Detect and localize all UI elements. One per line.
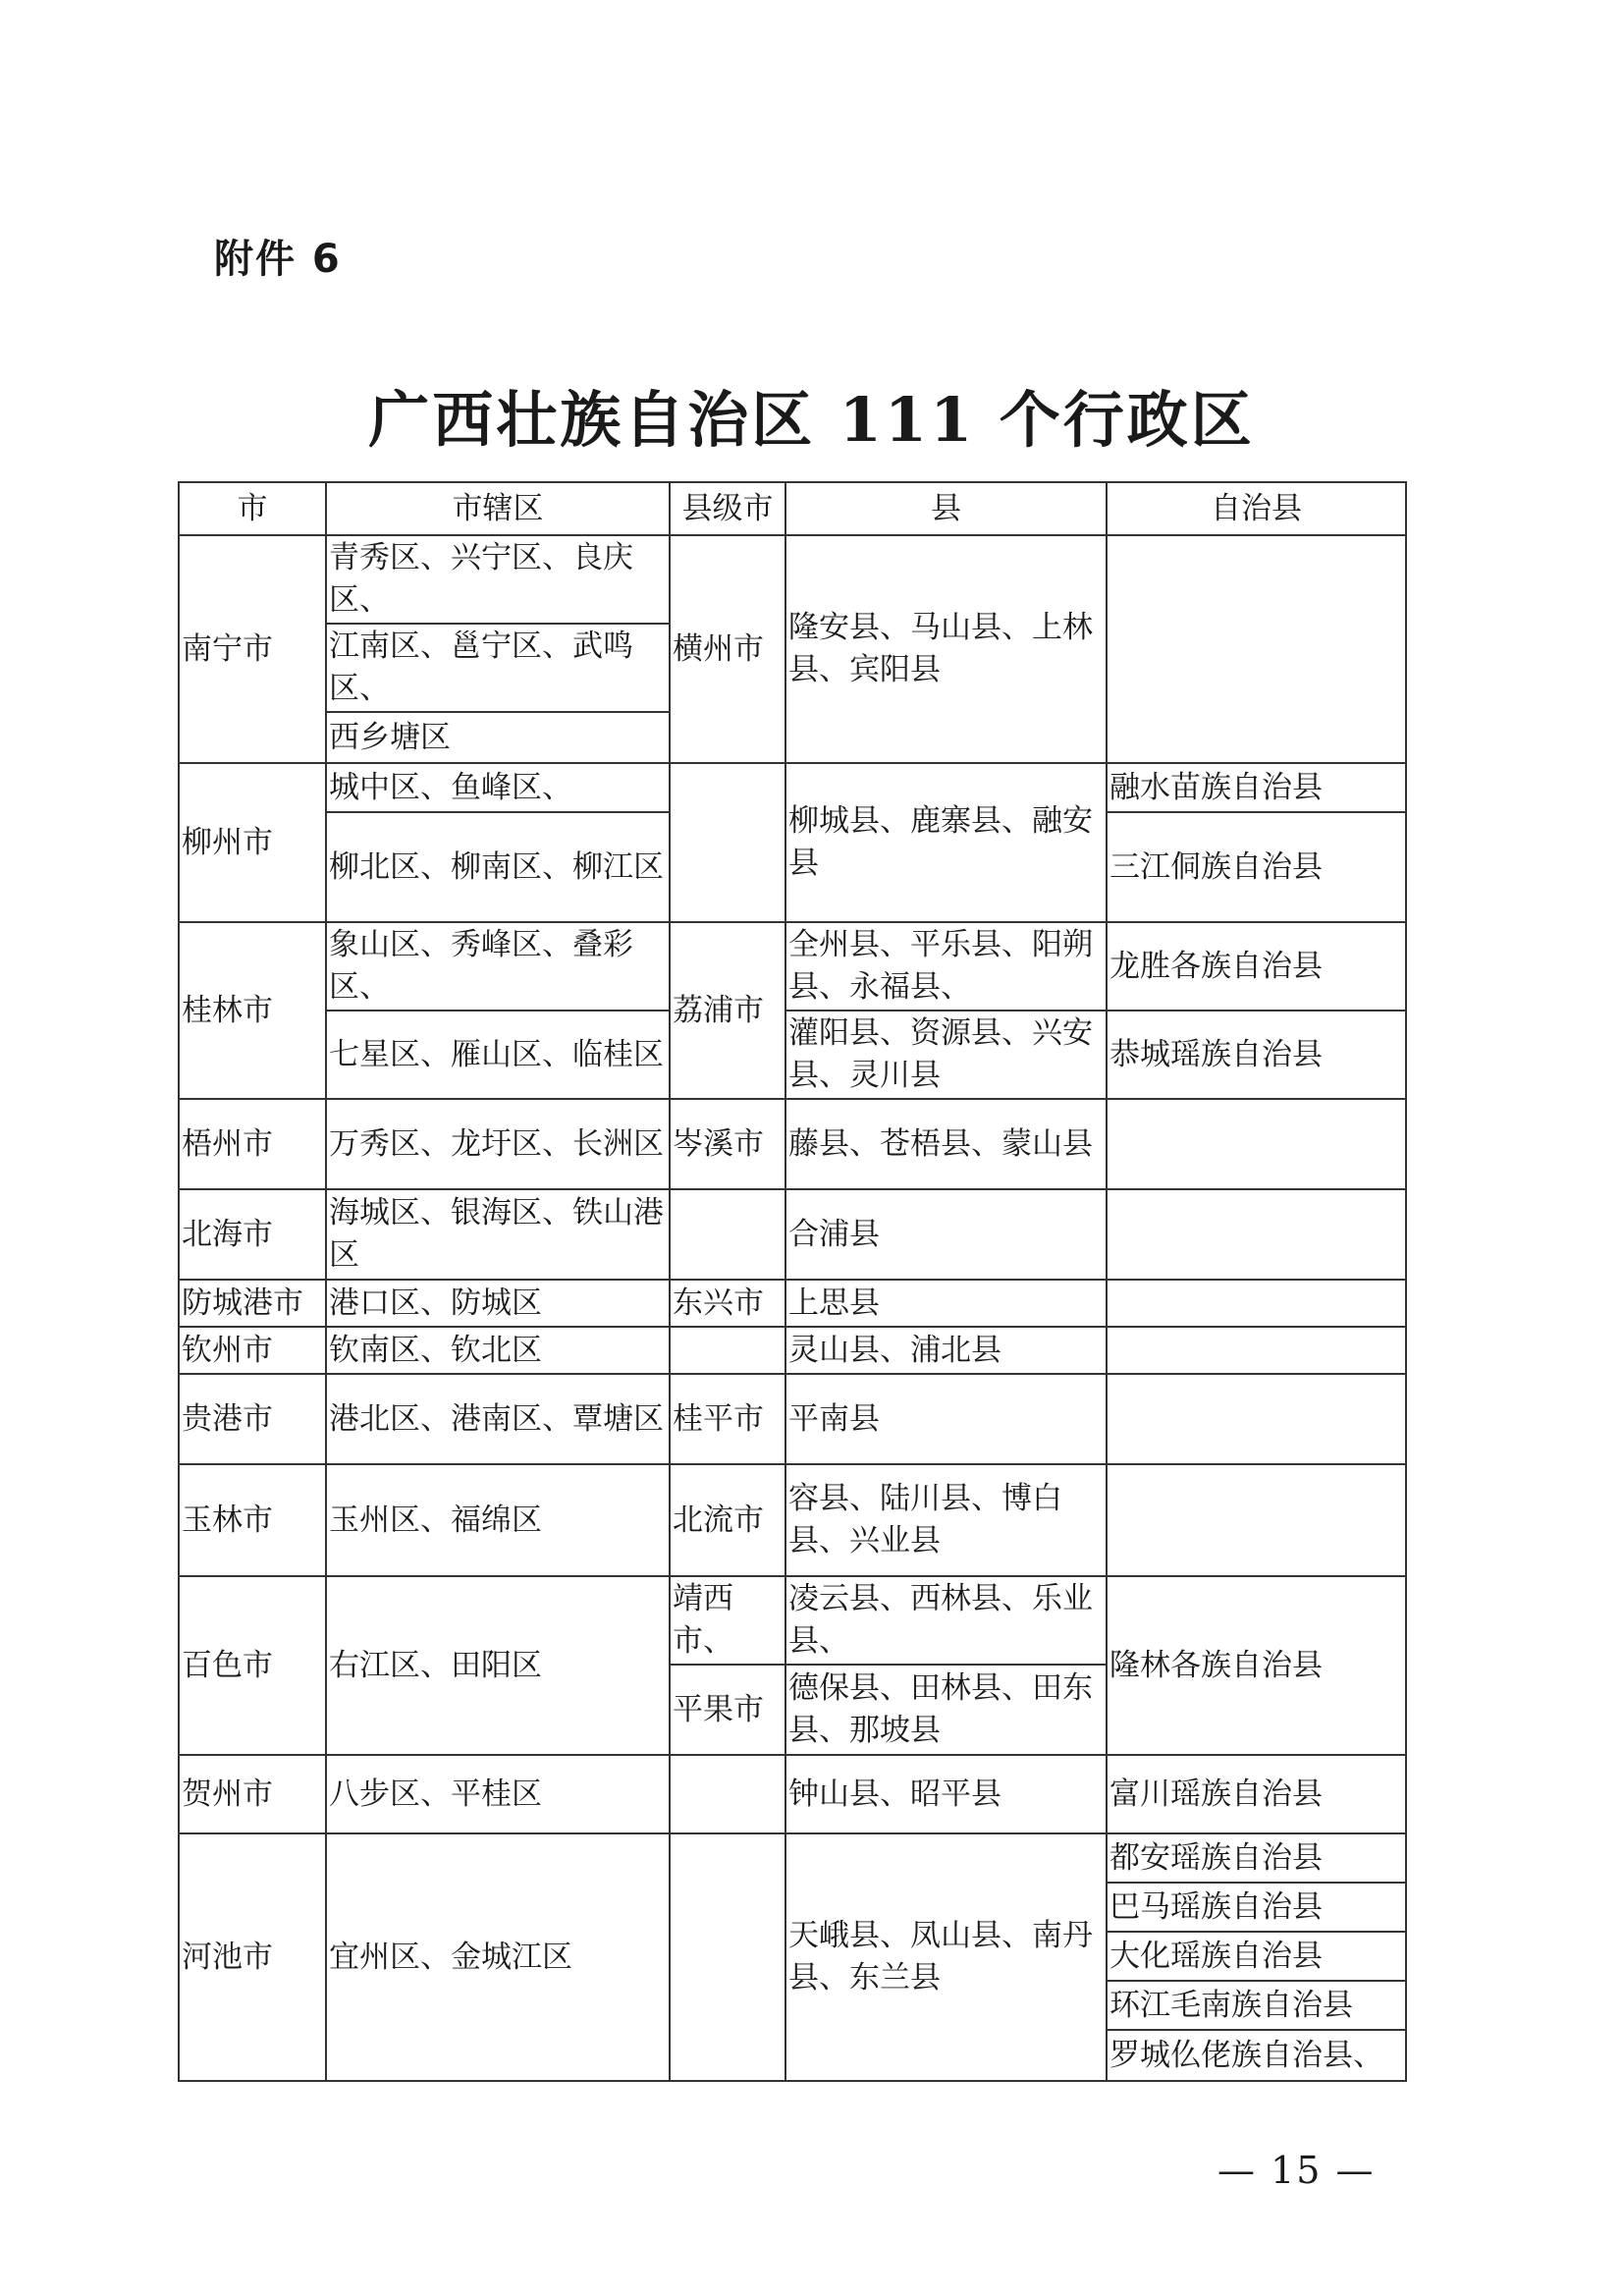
table-row (179, 1011, 1406, 1099)
cell-city: 桂林市 (179, 922, 326, 1099)
table-row (179, 1327, 1406, 1374)
cell-city: 百色市 (179, 1576, 326, 1755)
cell-autonomous (1107, 1327, 1406, 1374)
cell-districts: 万秀区、龙圩区、长洲区 (326, 1099, 670, 1189)
cell-autonomous (1107, 1464, 1406, 1576)
cell-districts: 青秀区、兴宁区、良庆区、 (326, 535, 670, 624)
cell-county-city: 桂平市 (670, 1374, 785, 1464)
table-row (179, 1374, 1406, 1464)
cell-autonomous (1107, 1189, 1406, 1280)
cell-autonomous: 龙胜各族自治县 (1107, 922, 1406, 1011)
table-header-row (179, 482, 1406, 535)
cell-counties: 德保县、田林县、田东县、那坡县 (785, 1665, 1107, 1755)
cell-city: 柳州市 (179, 763, 326, 922)
cell-counties: 隆安县、马山县、上林县、宾阳县 (785, 535, 1107, 763)
cell-autonomous (1107, 535, 1406, 763)
header-city: 市 (179, 482, 326, 535)
cell-districts: 海城区、银海区、铁山港区 (326, 1189, 670, 1280)
cell-city: 贵港市 (179, 1374, 326, 1464)
cell-counties: 合浦县 (785, 1189, 1107, 1280)
cell-districts: 柳北区、柳南区、柳江区 (326, 812, 670, 922)
cell-autonomous: 环江毛南族自治县 (1107, 1981, 1406, 2030)
cell-districts: 宜州区、金城江区 (326, 1833, 670, 2081)
cell-districts: 象山区、秀峰区、叠彩区、 (326, 922, 670, 1011)
cell-city: 防城港市 (179, 1280, 326, 1327)
header-county-city: 县级市 (670, 482, 785, 535)
cell-county-city: 荔浦市 (670, 922, 785, 1099)
cell-districts: 港北区、港南区、覃塘区 (326, 1374, 670, 1464)
cell-districts: 钦南区、钦北区 (326, 1327, 670, 1374)
cell-districts: 玉州区、福绵区 (326, 1464, 670, 1576)
cell-counties: 灌阳县、资源县、兴安县、灵川县 (785, 1011, 1107, 1099)
page-number: — 15 — (1217, 2149, 1376, 2192)
cell-county-city (670, 1189, 785, 1280)
cell-districts: 八步区、平桂区 (326, 1755, 670, 1833)
cell-county-city: 横州市 (670, 535, 785, 763)
header-counties: 县 (785, 482, 1107, 535)
cell-counties: 上思县 (785, 1280, 1107, 1327)
table-row (179, 1464, 1406, 1576)
cell-districts: 港口区、防城区 (326, 1280, 670, 1327)
cell-county-city: 平果市 (670, 1665, 785, 1755)
cell-city: 梧州市 (179, 1099, 326, 1189)
cell-counties: 凌云县、西林县、乐业县、 (785, 1576, 1107, 1665)
cell-autonomous: 富川瑶族自治县 (1107, 1755, 1406, 1833)
cell-county-city: 岑溪市 (670, 1099, 785, 1189)
cell-counties: 藤县、苍梧县、蒙山县 (785, 1099, 1107, 1189)
cell-county-city (670, 1327, 785, 1374)
cell-districts: 江南区、邕宁区、武鸣区、 (326, 624, 670, 712)
cell-autonomous: 大化瑶族自治县 (1107, 1932, 1406, 1981)
table-row (179, 1189, 1406, 1280)
cell-autonomous: 恭城瑶族自治县 (1107, 1011, 1406, 1099)
table-row (179, 535, 1406, 624)
cell-city: 钦州市 (179, 1327, 326, 1374)
table-row (179, 1755, 1406, 1833)
table-row (179, 1280, 1406, 1327)
cell-counties: 钟山县、昭平县 (785, 1755, 1107, 1833)
cell-autonomous (1107, 1374, 1406, 1464)
cell-county-city: 靖西市、 (670, 1576, 785, 1665)
cell-autonomous: 都安瑶族自治县 (1107, 1833, 1406, 1883)
cell-districts: 七星区、雁山区、临桂区 (326, 1011, 670, 1099)
cell-city: 南宁市 (179, 535, 326, 763)
cell-counties: 平南县 (785, 1374, 1107, 1464)
header-autonomous: 自治县 (1107, 482, 1406, 535)
cell-autonomous: 融水苗族自治县 (1107, 763, 1406, 812)
header-districts: 市辖区 (326, 482, 670, 535)
table-row (179, 763, 1406, 812)
cell-districts: 西乡塘区 (326, 712, 670, 763)
attachment-label: 附件 6 (214, 237, 342, 282)
cell-city: 贺州市 (179, 1755, 326, 1833)
cell-city: 河池市 (179, 1833, 326, 2081)
cell-counties: 天峨县、凤山县、南丹县、东兰县 (785, 1833, 1107, 2081)
table-row (179, 1099, 1406, 1189)
cell-counties: 全州县、平乐县、阳朔县、永福县、 (785, 922, 1107, 1011)
cell-city: 北海市 (179, 1189, 326, 1280)
admin-division-table (178, 481, 1407, 2082)
table-row (179, 1833, 1406, 1883)
cell-counties: 灵山县、浦北县 (785, 1327, 1107, 1374)
cell-autonomous (1107, 1280, 1406, 1327)
cell-autonomous: 罗城仫佬族自治县、 (1107, 2030, 1406, 2081)
table-row (179, 922, 1406, 1011)
page-title: 广西壮族自治区 111 个行政区 (368, 384, 1255, 456)
cell-county-city: 东兴市 (670, 1280, 785, 1327)
cell-county-city (670, 1833, 785, 2081)
cell-autonomous: 隆林各族自治县 (1107, 1576, 1406, 1755)
cell-counties: 柳城县、鹿寨县、融安县 (785, 763, 1107, 922)
cell-counties: 容县、陆川县、博白县、兴业县 (785, 1464, 1107, 1576)
cell-autonomous: 巴马瑶族自治县 (1107, 1883, 1406, 1932)
cell-autonomous: 三江侗族自治县 (1107, 812, 1406, 922)
cell-autonomous (1107, 1099, 1406, 1189)
table-row (179, 1576, 1406, 1665)
cell-districts: 右江区、田阳区 (326, 1576, 670, 1755)
cell-city: 玉林市 (179, 1464, 326, 1576)
cell-county-city (670, 763, 785, 922)
cell-county-city: 北流市 (670, 1464, 785, 1576)
cell-county-city (670, 1755, 785, 1833)
cell-districts: 城中区、鱼峰区、 (326, 763, 670, 812)
